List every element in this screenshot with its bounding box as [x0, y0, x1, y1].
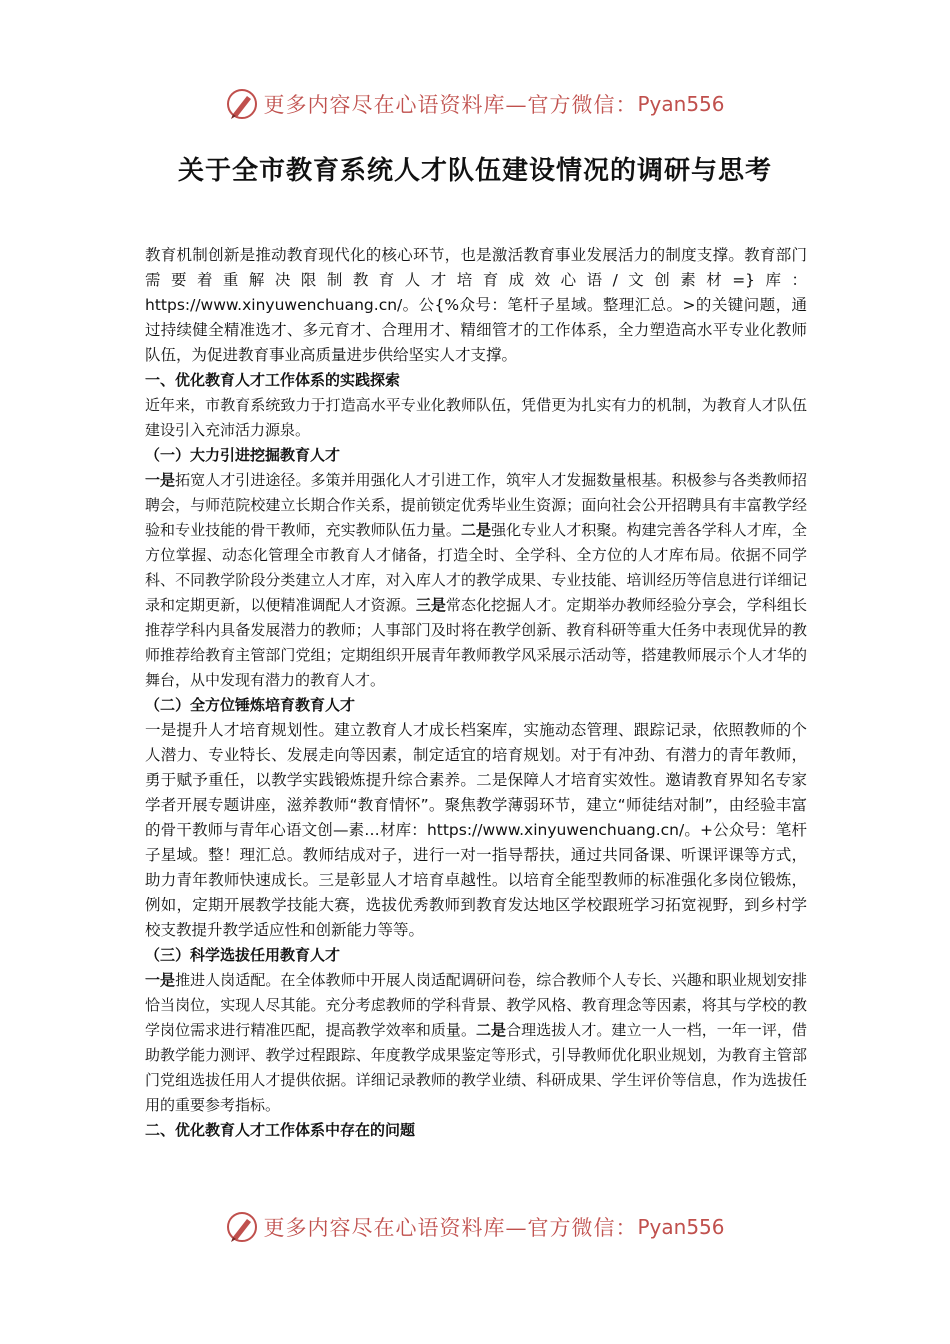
text-1: 拓宽人才引进途径。多策并用强化人才引进工作，筑牢人才发掘数量根基。积极参与各类教师招聘会，与师范院校建立长期合作关系，提前锁定优秀毕业生资源；面向社会公开招聘具有丰富教学经验和专业技能的骨干教师，充实教师队伍力量。: [145, 471, 807, 539]
lead-2: 二是: [460, 521, 492, 539]
text-1: 推进人岗适配。在全体教师中开展人岗适配调研问卷，综合教师个人专长、兴趣和职业规划安排恰当岗位，实现人尽其能。充分考虑教师的学科背景、教学风格、教育理念等因素，将其与学校的教学岗位需求进行精准匹配，提高教学效率和质量。: [145, 971, 807, 1039]
header-banner: [0, 84, 950, 124]
subsection-1-paragraph: [145, 468, 807, 693]
banner-text: 更多内容尽在心语资料库—官方微信：: [263, 1216, 638, 1240]
subsection-2-paragraph: 一是提升人才培育规划性。建立教育人才成长档案库，实施动态管理、跟踪记录，依照教师的个人潜力、专业特长、发展走向等因素，制定适宜的培育规划。对于有冲劲、有潜力的青年教师，勇于赋予重任，以教学实践锻炼提升综合素养。二是保障人才培育实效性。邀请教育界知名专家学者开展专题讲座，滋养教师“教育情怀”。聚焦教学薄弱环节，建立“师徒结对制”，由经验丰富的骨干教师与青年心语文创—素…材库：https://www.xinyuwenchuang.cn/。+公众号：笔杆子星域。整！理汇总。教师结成对子，进行一对一指导帮扶，通过共同备课、听课评课等方式，助力青年教师快速成长。三是彰显人才培育卓越性。以培育全能型教师的标准强化多岗位锻炼，例如，定期开展教学技能大赛，选拔优秀教师到教育发达地区学校跟班学习拓宽视野，到乡村学校支教提升教学适应性和创新能力等等。: [145, 721, 807, 939]
section-2-heading: 二、优化教育人才工作体系中存在的问题: [145, 1121, 416, 1139]
subsection-1-heading: （一）大力引进挖掘教育人才: [145, 446, 341, 464]
section-1-heading: 一、优化教育人才工作体系的实践探索: [145, 371, 401, 389]
pen-logo-icon: [225, 87, 259, 121]
subsection-3-heading: （三）科学选拔任用教育人才: [145, 946, 341, 964]
text-2: 合理选拔人才。建立一人一档，一年一评，借助教学能力测评、教学过程跟踪、年度教学成果鉴定等形式，引导教师优化职业规划，为教育主管部门党组选拔任用人才提供依据。详细记录教师的教学业绩、科研成果、学生评价等信息，作为选拔任用的重要参考指标。: [145, 1021, 807, 1114]
subsection-3-paragraph: [145, 968, 807, 1118]
banner-text: 更多内容尽在心语资料库—官方微信：: [263, 93, 638, 117]
subsection-2-heading: （二）全方位锤炼培育教育人才: [145, 696, 356, 714]
banner-wechat-id: Pyan556: [637, 92, 725, 116]
banner-wechat-id: Pyan556: [637, 1215, 725, 1239]
page-title: 关于全市教育系统人才队伍建设情况的调研与思考: [177, 156, 772, 186]
section-1-intro: 近年来，市教育系统致力于打造高水平专业化教师队伍，凭借更为扎实有力的机制，为教育人才队伍建设引入充沛活力源泉。: [145, 396, 807, 439]
pen-logo-icon: [225, 1210, 259, 1244]
text-2: 强化专业人才积聚。构建完善各学科人才库，全方位掌握、动态化管理全市教育人才储备，打造全时、全学科、全方位的人才库布局。依据不同学科、不同教学阶段分类建立人才库，对入库人才的教学成果、专业技能、培训经历等信息进行详细记录和定期更新，以便精准调配人才资源。: [145, 521, 807, 614]
lead-2: 二是: [476, 1021, 507, 1039]
lead-1: 一是: [145, 971, 176, 989]
lead-3: 三是: [415, 596, 446, 614]
footer-banner: [0, 1207, 950, 1247]
text-3: 常态化挖掘人才。定期举办教师经验分享会，学科组长推荐学科内具备发展潜力的教师；人事部门及时将在教学创新、教育科研等重大任务中表现优异的教师推荐给教育主管部门党组；定期组织开展青年教师教学风采展示活动等，搭建教师展示个人才华的舞台，从中发现有潜力的教育人才。: [145, 596, 807, 689]
lead-1: 一是: [145, 471, 176, 489]
intro-paragraph: 教育机制创新是推动教育现代化的核心环节，也是激活教育事业发展活力的制度支撑。教育部门需要着重解决限制教育人才培育成效心语/文创素材=}库：https://www.xinyuwenchuang.cn/。公{%众号：笔杆子星域。整理汇总。>的关键问题，通过持续健全精准选才、多元育才、合理用才、精细管才的工作体系，全力塑造高水平专业化教师队伍，为促进教育事业高质量进步供给坚实人才支撑。: [145, 246, 807, 364]
document-body: [145, 243, 807, 1143]
